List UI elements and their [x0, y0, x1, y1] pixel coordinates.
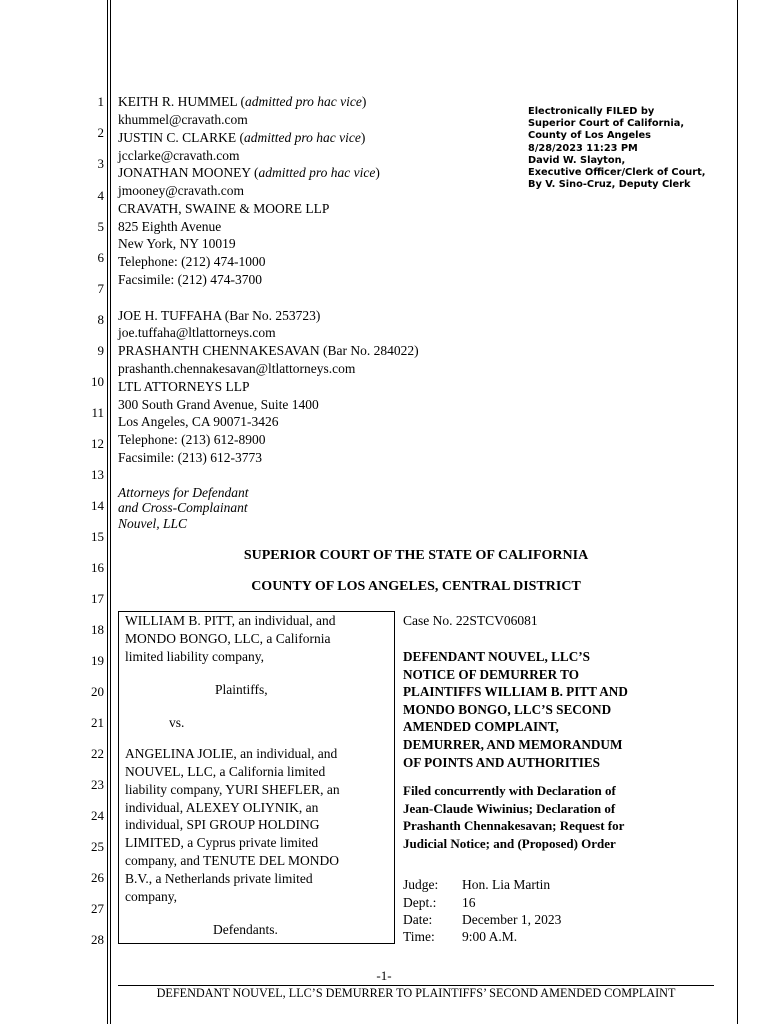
line-number: 23 — [91, 777, 104, 792]
firm-address-line-2: New York, NY 10019 — [118, 236, 236, 251]
line-number: 28 — [91, 932, 104, 947]
defendant-line: individual, ALEXEY OLIYNIK, an — [125, 800, 319, 815]
defendant-line: liability company, YURI SHEFLER, an — [125, 782, 340, 797]
defendant-line: individual, SPI GROUP HOLDING — [125, 817, 320, 832]
line-number: 20 — [91, 684, 104, 699]
plaintiff-line: MONDO BONGO, LLC, a California — [125, 631, 331, 646]
counsel-mooney-email: jmooney@cravath.com — [118, 183, 245, 198]
defendant-line: company, — [125, 889, 177, 904]
line-number: 6 — [97, 250, 104, 265]
case-caption-box — [118, 611, 395, 944]
counsel-chennakesavan-name: PRASHANTH CHENNAKESAVAN (Bar No. 284022) — [118, 343, 419, 358]
defendant-line: LIMITED, a Cyprus private limited — [125, 835, 319, 850]
time-value: 9:00 A.M. — [462, 929, 518, 944]
attorneys-for-line: and Cross-Complainant — [118, 500, 248, 515]
left-margin-rule-inner — [110, 0, 111, 1024]
counsel-clarke-email: jcclarke@cravath.com — [118, 148, 240, 163]
right-margin-rule — [737, 0, 738, 1024]
counsel-hummel-email: khummel@cravath.com — [118, 112, 248, 127]
counsel-hummel-name: KEITH R. HUMMEL (admitted pro hac vice) — [118, 94, 367, 109]
plaintiffs-label: Plaintiffs, — [215, 682, 268, 697]
line-number: 16 — [91, 560, 104, 575]
line-number: 17 — [91, 591, 104, 606]
counsel-tuffaha-email: joe.tuffaha@ltlattorneys.com — [118, 325, 276, 340]
defendant-line: company, and TENUTE DEL MONDO — [125, 853, 339, 868]
defendant-line: ANGELINA JOLIE, an individual, and — [125, 746, 338, 761]
line-number: 12 — [91, 436, 104, 451]
left-margin-rule-outer — [107, 0, 108, 1024]
line-number: 24 — [91, 808, 104, 823]
line-number: 3 — [97, 156, 104, 171]
firm-facsimile: Facsimile: (212) 474-3700 — [118, 272, 262, 287]
filed-concurrently-note: Filed concurrently with Declaration of Jean-Claude Wiwinius; Declaration of Prashanth Chennakesavan; Request for Judicial Notice; and (Proposed) Order — [403, 783, 625, 851]
line-number: 10 — [91, 374, 104, 389]
document-title: DEFENDANT NOUVEL, LLC’S NOTICE OF DEMURRER TO PLAINTIFFS WILLIAM B. PITT AND MONDO BONGO, LLC’S SECOND AMENDED COMPLAINT, DEMURRER, AND MEMORANDUM OF POINTS AND AUTHORITIES — [403, 649, 628, 770]
dept-label: Dept.: — [403, 895, 437, 910]
electronic-filing-stamp: Electronically FILED by Superior Court of California, County of Los Angeles 8/28/2023 11:23 PM David W. Slayton, Executive Officer/Clerk of Court, By V. Sino-Cruz, Deputy Clerk — [528, 106, 706, 191]
date-label: Date: — [403, 912, 433, 927]
attorneys-for-line: Nouvel, LLC — [118, 516, 188, 531]
line-number: 26 — [91, 870, 104, 885]
line-number: 4 — [97, 188, 104, 203]
defendant-line: B.V., a Netherlands private limited — [125, 871, 313, 886]
line-number: 2 — [97, 125, 104, 140]
defendants-label: Defendants. — [213, 922, 278, 937]
time-label: Time: — [403, 929, 435, 944]
line-number: 25 — [91, 839, 104, 854]
firm-name: CRAVATH, SWAINE & MOORE LLP — [118, 201, 330, 216]
counsel-clarke-name: JUSTIN C. CLARKE (admitted pro hac vice) — [118, 130, 366, 145]
line-number: 21 — [91, 715, 104, 730]
plaintiff-line: WILLIAM B. PITT, an individual, and — [125, 613, 336, 628]
firm-address-line-1: 825 Eighth Avenue — [118, 219, 222, 234]
attorneys-for-line: Attorneys for Defendant — [118, 485, 249, 500]
firm-telephone: Telephone: (213) 612-8900 — [118, 432, 266, 447]
firm-address-line-1: 300 South Grand Avenue, Suite 1400 — [118, 397, 319, 412]
line-number: 9 — [97, 343, 104, 358]
firm-address-line-2: Los Angeles, CA 90071-3426 — [118, 414, 279, 429]
line-number: 27 — [91, 901, 104, 916]
case-number: Case No. 22STCV06081 — [403, 613, 538, 628]
line-number: 5 — [97, 219, 104, 234]
line-number: 11 — [91, 405, 104, 420]
firm-facsimile: Facsimile: (213) 612-3773 — [118, 450, 262, 465]
line-number: 19 — [91, 653, 104, 668]
firm-telephone: Telephone: (212) 474-1000 — [118, 254, 266, 269]
line-number: 22 — [91, 746, 104, 761]
counsel-tuffaha-name: JOE H. TUFFAHA (Bar No. 253723) — [118, 308, 321, 323]
plaintiff-line: limited liability company, — [125, 649, 264, 664]
line-number: 7 — [97, 281, 104, 296]
judge-label: Judge: — [403, 877, 439, 892]
counsel-mooney-name: JONATHAN MOONEY (admitted pro hac vice) — [118, 165, 380, 180]
court-name: SUPERIOR COURT OF THE STATE OF CALIFORNIA — [243, 548, 589, 563]
counsel-chennakesavan-email: prashanth.chennakesavan@ltlattorneys.com — [118, 361, 356, 376]
firm-name: LTL ATTORNEYS LLP — [118, 379, 250, 394]
date-value: December 1, 2023 — [462, 912, 562, 927]
dept-value: 16 — [462, 895, 476, 910]
line-number: 18 — [91, 622, 104, 637]
defendant-line: NOUVEL, LLC, a California limited — [125, 764, 326, 779]
line-number: 14 — [91, 498, 104, 513]
line-number: 1 — [97, 94, 104, 109]
footer-document-title: DEFENDANT NOUVEL, LLC’S DEMURRER TO PLAINTIFFS’ SECOND AMENDED COMPLAINT — [156, 986, 676, 1000]
line-number: 13 — [91, 467, 104, 482]
line-number: 15 — [91, 529, 104, 544]
line-number: 8 — [97, 312, 104, 327]
page-number: -1- — [376, 968, 392, 983]
court-district: COUNTY OF LOS ANGELES, CENTRAL DISTRICT — [251, 579, 581, 594]
versus-label: vs. — [169, 715, 185, 730]
judge-value: Hon. Lia Martin — [462, 877, 551, 892]
